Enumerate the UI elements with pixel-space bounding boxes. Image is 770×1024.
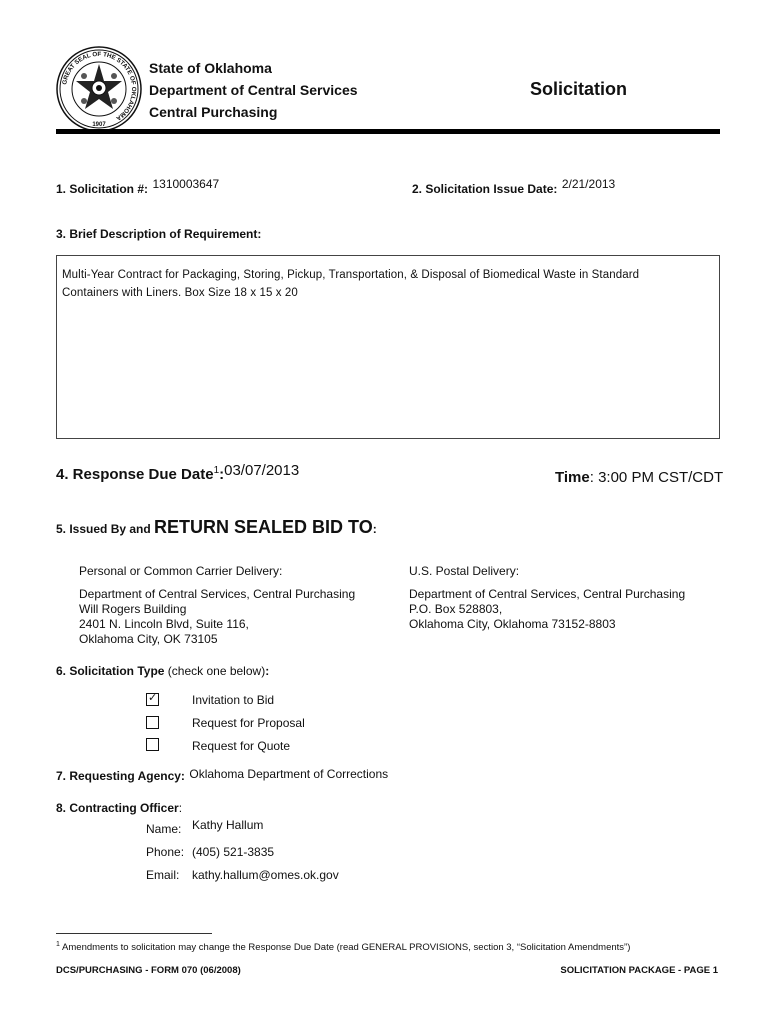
- response-time-row: [555, 469, 723, 487]
- request-for-proposal-label: Request for Proposal: [192, 716, 305, 730]
- requesting-agency-row: 7. Requesting Agency: Oklahoma Department of Corrections: [56, 767, 389, 783]
- solicitation-number-value: 1310003647: [152, 177, 220, 191]
- officer-email-value[interactable]: kathy.hallum@omes.ok.gov: [192, 868, 339, 882]
- page-title: Solicitation: [530, 79, 628, 99]
- requesting-agency-label: 7. Requesting Agency: [56, 769, 181, 783]
- org-division: Central Purchasing: [149, 104, 278, 120]
- footnote-text: Amendments to solicitation may change the Response Due Date (read GENERAL PROVISIONS, section 3, “Solicitation Amendments”): [62, 942, 631, 953]
- invitation-to-bid-label: Invitation to Bid: [192, 693, 275, 707]
- postal-delivery-address: Department of Central Services, Central Purchasing P.O. Box 528803, Oklahoma City, Oklahoma 73152-8803: [409, 587, 686, 631]
- request-for-quote-label: Request for Quote: [192, 739, 291, 753]
- issue-date-value: 2/21/2013: [561, 177, 616, 191]
- solicitation-type-heading: 6. Solicitation Type (check one below):: [56, 664, 270, 678]
- response-time-label: Time: [555, 469, 590, 486]
- footnote-marker: 1: [213, 465, 220, 476]
- response-due-date-label: 4. Response Due Date: [56, 466, 214, 483]
- description-label: 3. Brief Description of Requirement:: [56, 227, 262, 241]
- return-bid-heading: 5. Issued By and RETURN SEALED BID TO:: [56, 517, 377, 537]
- response-due-date-value: 03/07/2013: [224, 462, 300, 479]
- postal-delivery-heading: U.S. Postal Delivery:: [409, 564, 520, 578]
- description-line-2: Containers with Liners. Box Size 18 x 15 x 20: [62, 287, 298, 299]
- return-sealed-bid-emph: RETURN SEALED BID TO: [154, 517, 373, 537]
- check-icon: ✓: [148, 692, 158, 704]
- request-for-quote-checkbox[interactable]: [146, 738, 159, 751]
- issue-date-label: 2. Solicitation Issue Date:: [412, 182, 558, 196]
- contracting-officer-heading: 8. Contracting Officer:: [56, 801, 183, 815]
- form-number: DCS/PURCHASING - FORM 070 (06/2008): [56, 965, 241, 976]
- svg-text:1907: 1907: [92, 122, 106, 128]
- officer-phone-value: (405) 521-3835: [192, 845, 275, 859]
- footnote: $^1$ Amendments to solicitation may change the Response Due Date (read GENERAL PROVISIONS, section 3, “Solicitation Amendments”): [56, 941, 631, 953]
- requesting-agency-value: Oklahoma Department of Corrections: [189, 767, 389, 781]
- invitation-to-bid-checkbox[interactable]: [146, 693, 159, 706]
- issue-date-row: [412, 177, 616, 198]
- officer-name-value: Kathy Hallum: [192, 818, 264, 832]
- officer-phone-label: Phone:: [146, 845, 185, 859]
- personal-delivery-address: Department of Central Services, Central Purchasing Will Rogers Building 2401 N. Lincoln Blvd, Suite 116, Oklahoma City, OK 73105: [79, 587, 356, 646]
- org-department: Department of Central Services: [149, 82, 358, 98]
- svg-text:GREAT SEAL OF THE STATE OF OKL: GREAT SEAL OF THE STATE OF OKLAHOMA: [61, 50, 138, 122]
- org-state: State of Oklahoma: [149, 60, 272, 76]
- officer-email-label: Email:: [146, 868, 180, 882]
- footnote-divider: [56, 933, 212, 934]
- solicitation-number-row: [56, 177, 220, 198]
- personal-delivery-heading: Personal or Common Carrier Delivery:: [79, 564, 283, 578]
- description-line-1: Multi-Year Contract for Packaging, Storing, Pickup, Transportation, & Disposal of Biomedical Waste in Standard: [62, 269, 640, 281]
- description-box: [56, 255, 720, 439]
- header-divider: [56, 129, 720, 134]
- response-time-value: : 3:00 PM CST/CDT: [589, 469, 724, 486]
- solicitation-number-label: 1. Solicitation #:: [56, 182, 149, 196]
- officer-name-label: Name:: [146, 822, 182, 836]
- request-for-proposal-checkbox[interactable]: [146, 716, 159, 729]
- page-number: SOLICITATION PACKAGE - PAGE 1: [560, 965, 718, 976]
- response-due-date-row: 4. Response Due Date$^1$:03/07/2013: [56, 462, 300, 483]
- state-seal-icon: [56, 46, 142, 132]
